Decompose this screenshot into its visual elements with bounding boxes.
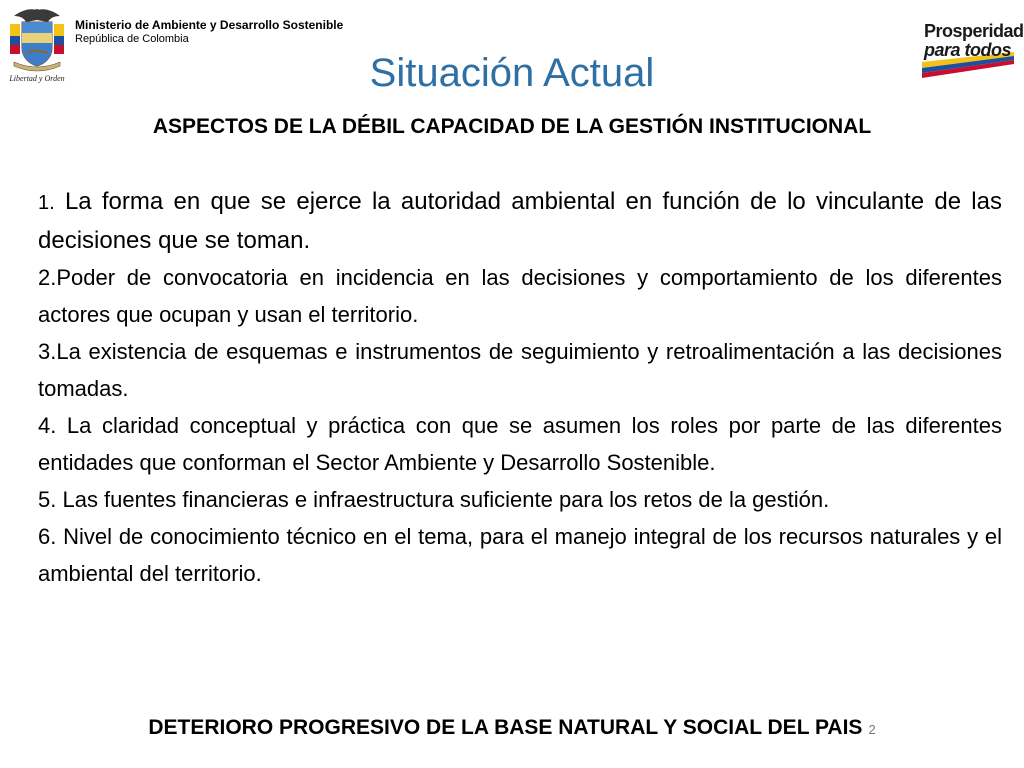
page-number: 2 (868, 722, 876, 737)
ministry-name: Ministerio de Ambiente y Desarrollo Sostenible (75, 18, 344, 32)
item-number: 1. (38, 192, 55, 214)
item-text: La forma en que se ejerce la autoridad ambiental en función de lo vinculante de las decisiones que se toman. (38, 188, 1002, 254)
list-item (38, 407, 1002, 481)
list-item (38, 481, 1002, 518)
footer-text: DETERIORO PROGRESIVO DE LA BASE NATURAL Y SOCIAL DEL PAIS (148, 716, 863, 739)
item-number: 4. (38, 413, 57, 438)
slide-body (38, 183, 1002, 592)
slide-subtitle: ASPECTOS DE LA DÉBIL CAPACIDAD DE LA GESTIÓN INSTITUCIONAL (152, 115, 872, 138)
list-item (38, 333, 1002, 407)
country-name: República de Colombia (75, 33, 189, 45)
item-number: 6. (38, 524, 57, 549)
item-number: 3. (38, 339, 57, 364)
list-item (38, 183, 1002, 259)
list-item (38, 518, 1002, 592)
list-item (38, 259, 1002, 333)
item-number: 2. (38, 265, 57, 290)
item-text: Poder de convocatoria en incidencia en las decisiones y comportamiento de los diferentes actores que ocupan y usan el territorio. (38, 265, 1002, 327)
brand-line-1: Prosperidad (924, 21, 1024, 41)
slide-footer (0, 710, 1024, 748)
item-text: Nivel de conocimiento técnico en el tema, para el manejo integral de los recursos naturales y el ambiental del territorio. (38, 524, 1002, 586)
item-text: La existencia de esquemas e instrumentos de seguimiento y retroalimentación a las decisiones tomadas. (38, 339, 1002, 401)
item-number: 5. (38, 487, 57, 512)
brand-line-2: para todos (924, 40, 1012, 60)
ministry-header (75, 18, 343, 46)
item-text: Las fuentes financieras e infraestructura suficiente para los retos de la gestión. (56, 487, 830, 512)
crest-motto: Libertad y Orden (9, 74, 65, 83)
item-text: La claridad conceptual y práctica con que se asumen los roles por parte de las diferentes entidades que conforman el Sector Ambiente y Desarrollo Sostenible. (38, 413, 1002, 475)
slide-title: Situación Actual (369, 51, 655, 95)
